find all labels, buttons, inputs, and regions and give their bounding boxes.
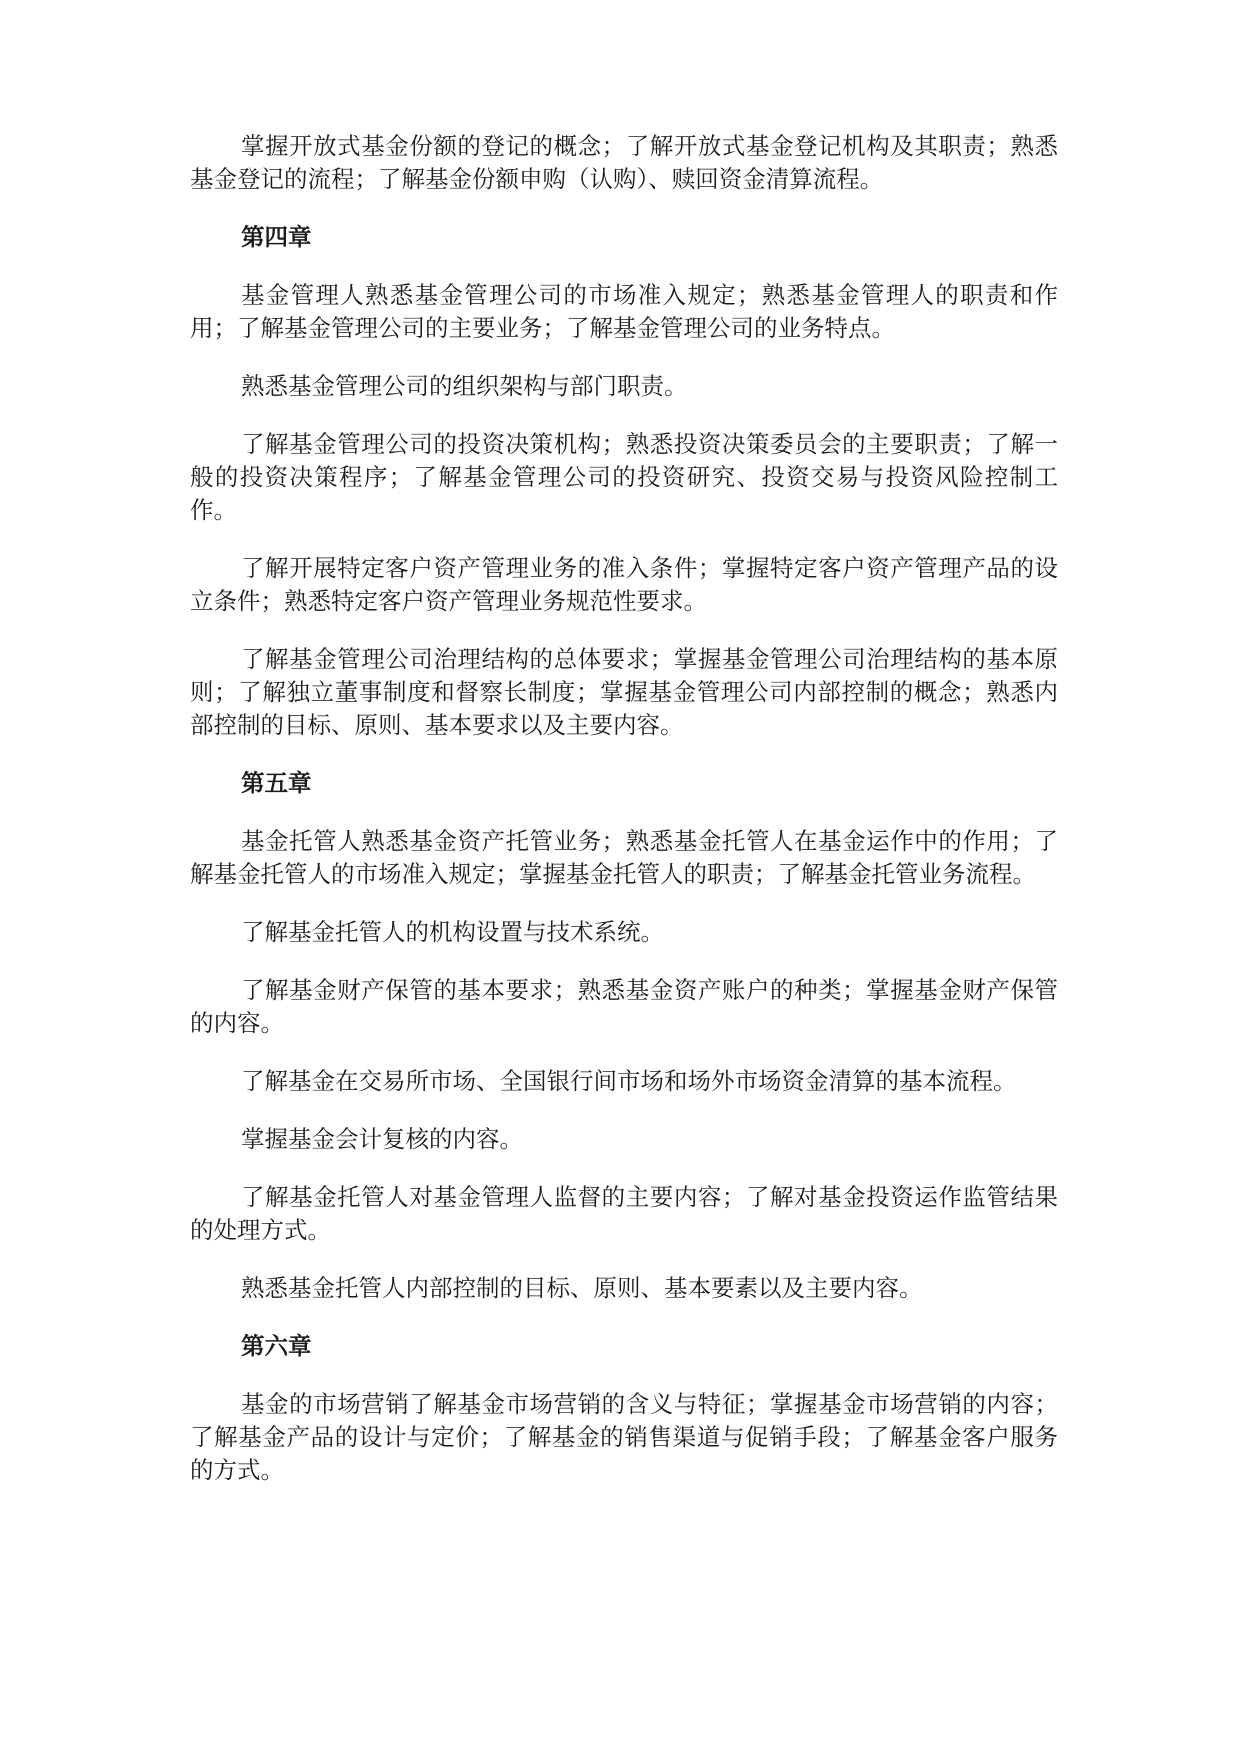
paragraph-clearing-process: 了解基金在交易所市场、全国银行间市场和场外市场资金清算的基本流程。 bbox=[241, 1067, 1017, 1095]
chapter-heading-4: 第四章 bbox=[241, 223, 312, 251]
paragraph-fund-marketing: 基金的市场营销了解基金市场营销的含义与特征；掌握基金市场营销的内容；了解基金产品的设计与定价；了解基金的销售渠道与促销手段；了解基金客户服务的方式。 bbox=[190, 1390, 1058, 1484]
paragraph-corporate-governance: 了解基金管理公司治理结构的总体要求；掌握基金管理公司治理结构的基本原则；了解独立董事制度和督察长制度；掌握基金管理公司内部控制的概念；熟悉内部控制的目标、原则、基本要求以及主要内容。 bbox=[190, 645, 1058, 739]
paragraph-special-client-asset-management: 了解开展特定客户资产管理业务的准入条件；掌握特定客户资产管理产品的设立条件；熟悉特定客户资产管理业务规范性要求。 bbox=[190, 554, 1058, 615]
paragraph-registration: 掌握开放式基金份额的登记的概念；了解开放式基金登记机构及其职责；熟悉基金登记的流程；了解基金份额申购（认购）、赎回资金清算流程。 bbox=[190, 132, 1058, 193]
paragraph-asset-safekeeping: 了解基金财产保管的基本要求；熟悉基金资产账户的种类；掌握基金财产保管的内容。 bbox=[190, 976, 1058, 1037]
paragraph-fund-manager-market-access: 基金管理人熟悉基金管理公司的市场准入规定；熟悉基金管理人的职责和作用；了解基金管理公司的主要业务；了解基金管理公司的业务特点。 bbox=[190, 281, 1058, 342]
paragraph-custodian-supervision: 了解基金托管人对基金管理人监督的主要内容；了解对基金投资运作监管结果的处理方式。 bbox=[190, 1183, 1058, 1244]
paragraph-custodian-business: 基金托管人熟悉基金资产托管业务；熟悉基金托管人在基金运作中的作用；了解基金托管人的市场准入规定；掌握基金托管人的职责；了解基金托管业务流程。 bbox=[190, 827, 1058, 888]
paragraph-custodian-organization: 了解基金托管人的机构设置与技术系统。 bbox=[241, 918, 664, 946]
paragraph-investment-decision: 了解基金管理公司的投资决策机构；熟悉投资决策委员会的主要职责；了解一般的投资决策程序；了解基金管理公司的投资研究、投资交易与投资风险控制工作。 bbox=[190, 430, 1058, 524]
chapter-heading-6: 第六章 bbox=[241, 1332, 312, 1360]
paragraph-organization-structure: 熟悉基金管理公司的组织架构与部门职责。 bbox=[241, 372, 688, 400]
chapter-heading-5: 第五章 bbox=[241, 769, 312, 797]
paragraph-custodian-internal-control: 熟悉基金托管人内部控制的目标、原则、基本要素以及主要内容。 bbox=[241, 1274, 923, 1302]
paragraph-accounting-review: 掌握基金会计复核的内容。 bbox=[241, 1125, 523, 1153]
document-page bbox=[190, 130, 1058, 1512]
